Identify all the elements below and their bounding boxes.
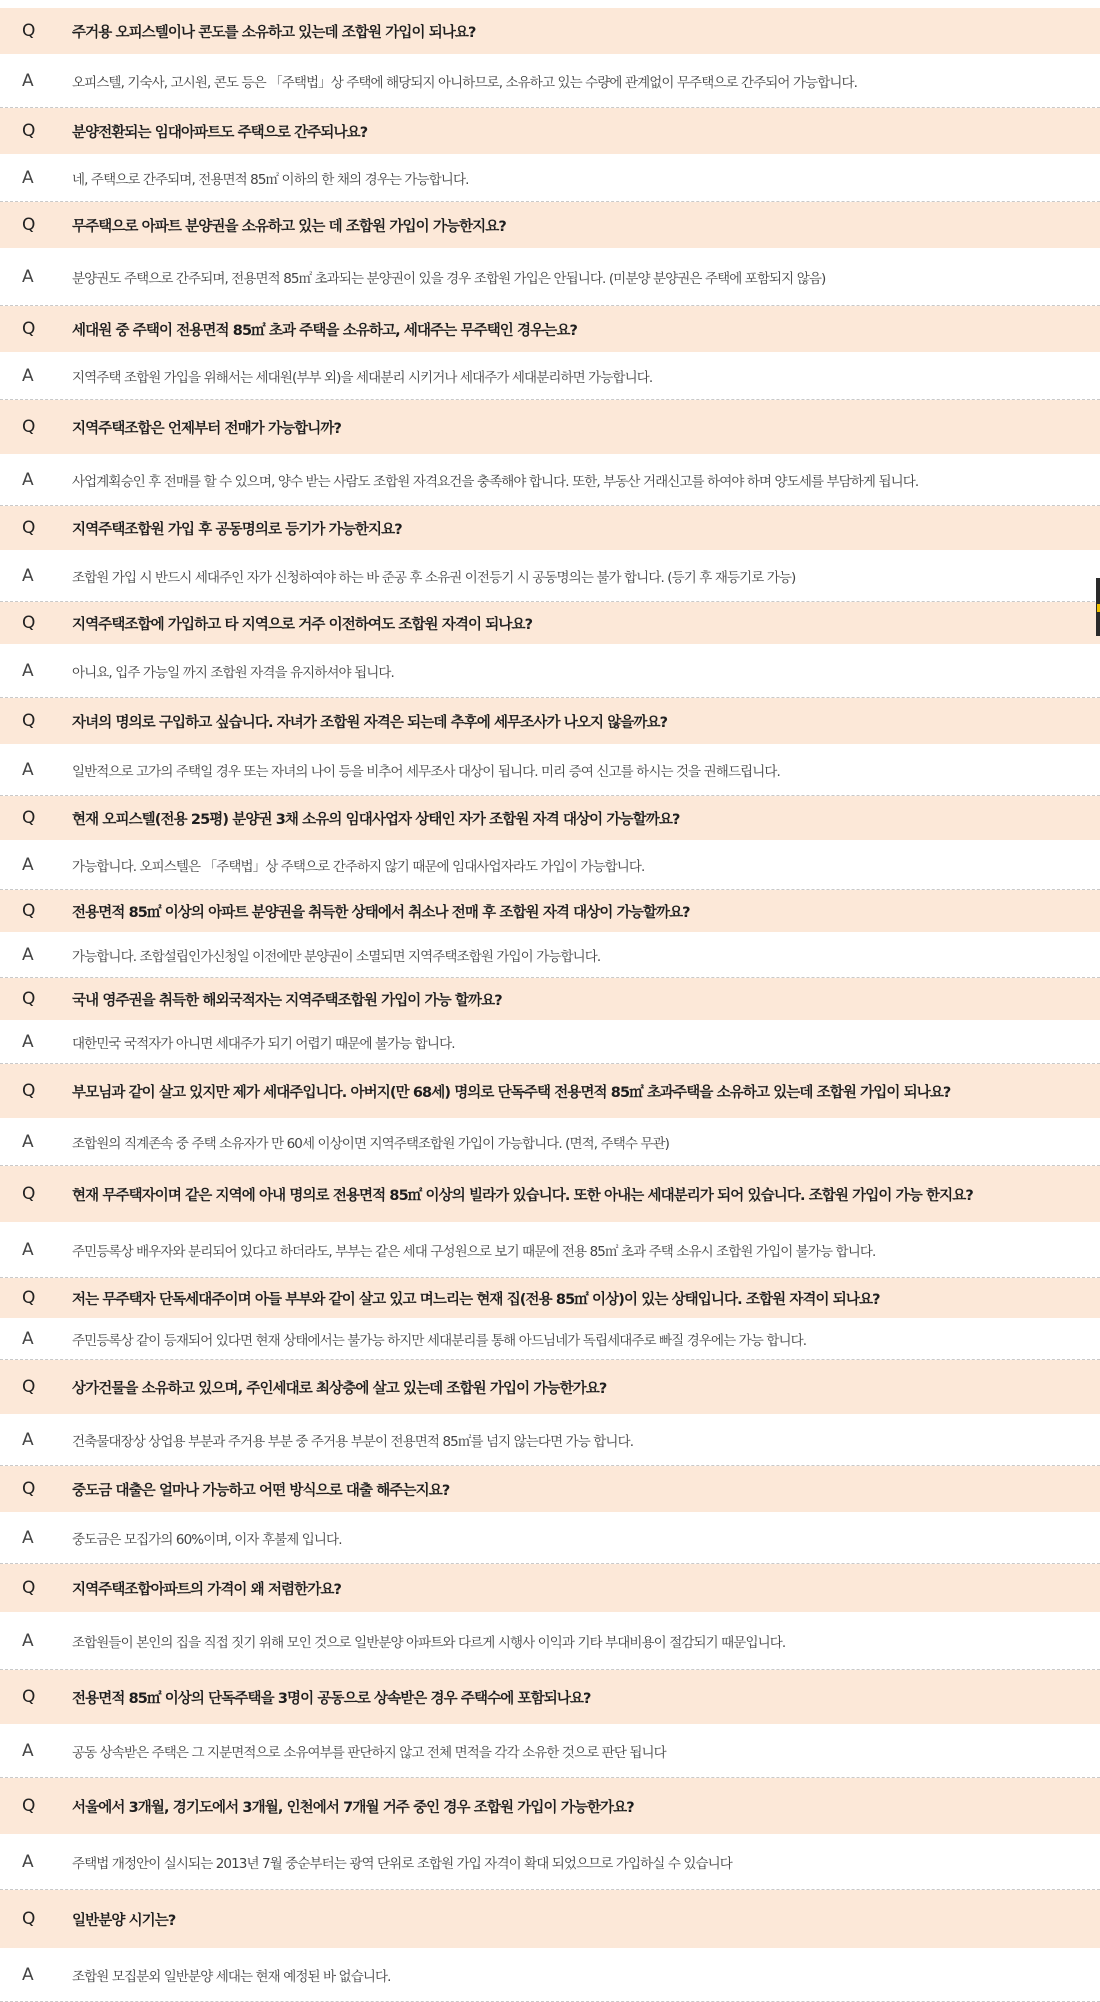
answer-label: A: [22, 70, 34, 91]
question-label: Q: [22, 21, 36, 41]
question-label: Q: [22, 613, 36, 633]
answer-text: 지역주택 조합원 가입을 위해서는 세대원(부부 외)을 세대분리 시키거나 세대주가 세대분리하면 가능합니다.: [72, 369, 653, 386]
question-text: 국내 영주권을 취득한 해외국적자는 지역주택조합원 가입이 가능 할까요?: [72, 992, 502, 1009]
answer-label: A: [22, 469, 34, 490]
faq-answer-row: [0, 54, 1100, 108]
question-label: Q: [22, 518, 36, 538]
answer-label: A: [22, 854, 34, 875]
faq-question-row: [0, 978, 1100, 1020]
faq-question-row: [0, 108, 1100, 154]
faq-answer-row: [0, 644, 1100, 698]
question-label: Q: [22, 1687, 36, 1707]
question-text: 부모님과 같이 살고 있지만 제가 세대주입니다. 아버지(만 68세) 명의로 단독주택 전용면적 85㎡ 초과주택을 소유하고 있는데 조합원 가입이 되나요?: [72, 1084, 951, 1101]
faq-answer-row: [0, 1948, 1100, 2002]
question-text: 현재 오피스텔(전용 25평) 분양권 3채 소유의 임대사업자 상태인 자가 조합원 자격 대상이 가능할까요?: [72, 811, 680, 828]
answer-text: 공동 상속받은 주택은 그 지분면적으로 소유여부를 판단하지 않고 전체 면적을 각각 소유한 것으로 판단 됩니다: [72, 1744, 666, 1761]
question-text: 지역주택조합원 가입 후 공동명의로 등기가 가능한지요?: [72, 521, 402, 538]
faq-answer-row: [0, 1724, 1100, 1778]
question-text: 저는 무주택자 단독세대주이며 아들 부부와 같이 살고 있고 며느리는 현재 집(전용 85㎡ 이상)이 있는 상태입니다. 조합원 자격이 되나요?: [72, 1291, 880, 1308]
faq-answer-row: [0, 1118, 1100, 1166]
question-label: Q: [22, 215, 36, 235]
faq-answer-row: [0, 744, 1100, 796]
question-text: 무주택으로 아파트 분양권을 소유하고 있는 데 조합원 가입이 가능한지요?: [72, 218, 506, 235]
question-label: Q: [22, 989, 36, 1009]
question-text: 분양전환되는 임대아파트도 주택으로 간주되나요?: [72, 124, 368, 141]
answer-text: 아니요, 입주 가능일 까지 조합원 자격을 유지하셔야 됩니다.: [72, 664, 394, 681]
question-text: 서울에서 3개월, 경기도에서 3개월, 인천에서 7개월 거주 중인 경우 조합원 가입이 가능한가요?: [72, 1799, 634, 1816]
faq-answer-row: [0, 840, 1100, 890]
faq-question-row: [0, 1166, 1100, 1222]
answer-label: A: [22, 266, 34, 287]
question-text: 전용면적 85㎡ 이상의 단독주택을 3명이 공동으로 상속받은 경우 주택수에 포함되나요?: [72, 1690, 591, 1707]
faq-question-row: [0, 1064, 1100, 1118]
question-text: 지역주택조합아파트의 가격이 왜 저렴한가요?: [72, 1581, 341, 1598]
answer-label: A: [22, 1851, 34, 1872]
question-text: 전용면적 85㎡ 이상의 아파트 분양권을 취득한 상태에서 취소나 전매 후 조합원 자격 대상이 가능할까요?: [72, 904, 690, 921]
question-label: Q: [22, 1377, 36, 1397]
answer-text: 조합원의 직계존속 중 주택 소유자가 만 60세 이상이면 지역주택조합원 가입이 가능합니다. (면적, 주택수 무관): [72, 1135, 670, 1152]
question-text: 일반분양 시기는?: [72, 1912, 176, 1929]
faq-answer-row: [0, 454, 1100, 506]
faq-answer-row: [0, 1020, 1100, 1064]
question-text: 자녀의 명의로 구입하고 싶습니다. 자녀가 조합원 자격은 되는데 추후에 세무조사가 나오지 않을까요?: [72, 714, 668, 731]
faq-question-row: [0, 698, 1100, 744]
answer-label: A: [22, 660, 34, 681]
question-text: 현재 무주택자이며 같은 지역에 아내 명의로 전용면적 85㎡ 이상의 빌라가 있습니다. 또한 아내는 세대분리가 되어 있습니다. 조합원 가입이 가능 한지요?: [72, 1187, 973, 1204]
answer-label: A: [22, 365, 34, 386]
faq-question-row: [0, 202, 1100, 248]
answer-label: A: [22, 1031, 34, 1052]
answer-label: A: [22, 1630, 34, 1651]
answer-label: A: [22, 944, 34, 965]
question-label: Q: [22, 1479, 36, 1499]
faq-list: [0, 8, 1100, 2002]
question-label: Q: [22, 1288, 36, 1308]
faq-answer-row: [0, 154, 1100, 202]
faq-answer-row: [0, 352, 1100, 400]
answer-text: 오피스텔, 기숙사, 고시원, 콘도 등은 「주택법」상 주택에 해당되지 아니하므로, 소유하고 있는 수량에 관계없이 무주택으로 간주되어 가능합니다.: [72, 74, 858, 91]
answer-text: 조합원 가입 시 반드시 세대주인 자가 신청하여야 하는 바 준공 후 소유권 이전등기 시 공동명의는 불가 합니다. (등기 후 재등기로 가능): [72, 569, 796, 586]
question-text: 중도금 대출은 얼마나 가능하고 어떤 방식으로 대출 해주는지요?: [72, 1482, 450, 1499]
question-label: Q: [22, 1578, 36, 1598]
answer-text: 가능합니다. 오피스텔은 「주택법」상 주택으로 간주하지 않기 때문에 임대사업자라도 가입이 가능합니다.: [72, 858, 645, 875]
faq-question-row: [0, 506, 1100, 550]
answer-text: 조합원들이 본인의 집을 직접 짓기 위해 모인 것으로 일반분양 아파트와 다르게 시행사 이익과 기타 부대비용이 절감되기 때문입니다.: [72, 1634, 786, 1651]
question-label: Q: [22, 1081, 36, 1101]
question-label: Q: [22, 417, 36, 437]
faq-question-row: [0, 602, 1100, 644]
question-label: Q: [22, 901, 36, 921]
faq-answer-row: [0, 932, 1100, 978]
answer-text: 건축물대장상 상업용 부분과 주거용 부분 중 주거용 부분이 전용면적 85㎡를 넘지 않는다면 가능 합니다.: [72, 1433, 634, 1450]
faq-question-row: [0, 1778, 1100, 1834]
answer-label: A: [22, 167, 34, 188]
faq-question-row: [0, 1890, 1100, 1948]
answer-text: 일반적으로 고가의 주택일 경우 또는 자녀의 나이 등을 비추어 세무조사 대상이 됩니다. 미리 증여 신고를 하시는 것을 권해드립니다.: [72, 763, 780, 780]
faq-answer-row: [0, 1512, 1100, 1564]
question-text: 주거용 오피스텔이나 콘도를 소유하고 있는데 조합원 가입이 되나요?: [72, 24, 476, 41]
answer-label: A: [22, 565, 34, 586]
faq-answer-row: [0, 1612, 1100, 1670]
answer-label: A: [22, 1429, 34, 1450]
answer-text: 사업계획승인 후 전매를 할 수 있으며, 양수 받는 사람도 조합원 자격요건을 충족해야 합니다. 또한, 부동산 거래신고를 하여야 하며 양도세를 부담하게 됩니다.: [72, 473, 919, 490]
question-text: 세대원 중 주택이 전용면적 85㎡ 초과 주택을 소유하고, 세대주는 무주택인 경우는요?: [72, 322, 577, 339]
faq-answer-row: [0, 248, 1100, 306]
faq-question-row: [0, 1360, 1100, 1414]
faq-question-row: [0, 796, 1100, 840]
answer-text: 주민등록상 같이 등재되어 있다면 현재 상태에서는 불가능 하지만 세대분리를 통해 아드님네가 독립세대주로 빠질 경우에는 가능 합니다.: [72, 1332, 807, 1349]
question-label: Q: [22, 711, 36, 731]
answer-text: 가능합니다. 조합설립인가신청일 이전에만 분양권이 소멸되면 지역주택조합원 가입이 가능합니다.: [72, 948, 601, 965]
answer-label: A: [22, 1131, 34, 1152]
faq-answer-row: [0, 1414, 1100, 1466]
question-label: Q: [22, 1796, 36, 1816]
faq-question-row: [0, 8, 1100, 54]
question-label: Q: [22, 1184, 36, 1204]
question-text: 지역주택조합은 언제부터 전매가 가능합니까?: [72, 420, 341, 437]
answer-label: A: [22, 1527, 34, 1548]
answer-text: 대한민국 국적자가 아니면 세대주가 되기 어렵기 때문에 불가능 합니다.: [72, 1035, 455, 1052]
faq-answer-row: [0, 1222, 1100, 1278]
faq-answer-row: [0, 550, 1100, 602]
faq-question-row: [0, 306, 1100, 352]
faq-question-row: [0, 1278, 1100, 1318]
faq-question-row: [0, 400, 1100, 454]
question-label: Q: [22, 1909, 36, 1929]
question-text: 상가건물을 소유하고 있으며, 주인세대로 최상층에 살고 있는데 조합원 가입이 가능한가요?: [72, 1380, 607, 1397]
faq-answer-row: [0, 1834, 1100, 1890]
answer-text: 조합원 모집분외 일반분양 세대는 현재 예정된 바 없습니다.: [72, 1968, 391, 1985]
answer-text: 주택법 개정안이 실시되는 2013년 7월 중순부터는 광역 단위로 조합원 가입 자격이 확대 되었으므로 가입하실 수 있습니다: [72, 1855, 732, 1872]
question-text: 지역주택조합에 가입하고 타 지역으로 거주 이전하여도 조합원 자격이 되나요?: [72, 616, 533, 633]
answer-label: A: [22, 1239, 34, 1260]
answer-text: 중도금은 모집가의 60%이며, 이자 후불제 입니다.: [72, 1531, 342, 1548]
faq-answer-row: [0, 1318, 1100, 1360]
faq-question-row: [0, 890, 1100, 932]
answer-text: 분양권도 주택으로 간주되며, 전용면적 85㎡ 초과되는 분양권이 있을 경우 조합원 가입은 안됩니다. (미분양 분양권은 주택에 포함되지 않음): [72, 270, 826, 287]
question-label: Q: [22, 121, 36, 141]
question-label: Q: [22, 319, 36, 339]
faq-question-row: [0, 1670, 1100, 1724]
question-label: Q: [22, 808, 36, 828]
answer-label: A: [22, 1740, 34, 1761]
answer-text: 주민등록상 배우자와 분리되어 있다고 하더라도, 부부는 같은 세대 구성원으로 보기 때문에 전용 85㎡ 초과 주택 소유시 조합원 가입이 불가능 합니다.: [72, 1243, 876, 1260]
answer-label: A: [22, 1328, 34, 1349]
faq-question-row: [0, 1564, 1100, 1612]
answer-label: A: [22, 759, 34, 780]
faq-question-row: [0, 1466, 1100, 1512]
answer-label: A: [22, 1964, 34, 1985]
answer-text: 네, 주택으로 간주되며, 전용면적 85㎡ 이하의 한 채의 경우는 가능합니다.: [72, 171, 469, 188]
